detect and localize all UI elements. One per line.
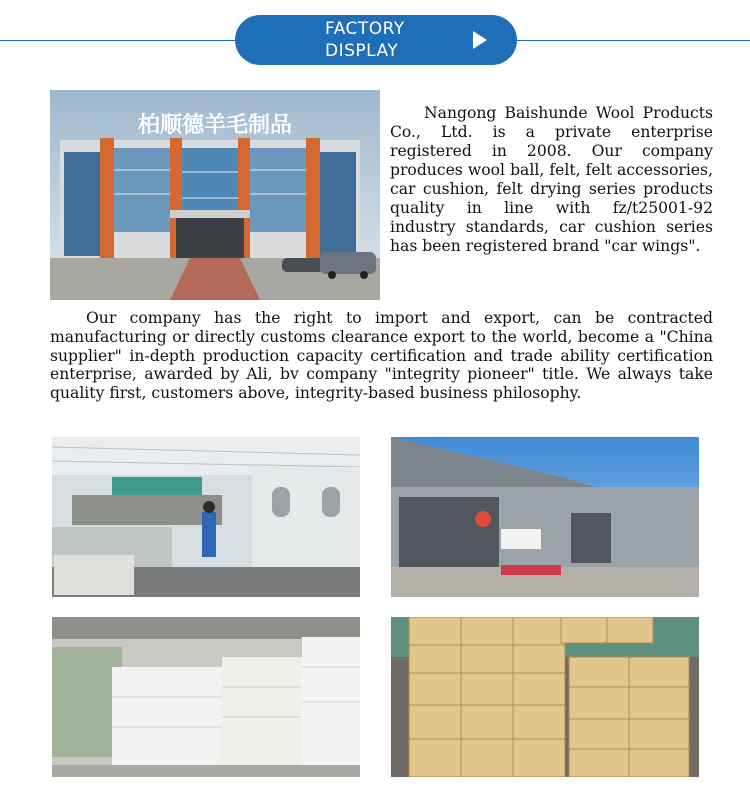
company-intro-text: Nangong Baishunde Wool Products Co., Ltd. is a private enterprise registered in 2008. Our company produces wool ball, felt, felt accessories, car cushion, felt drying series products quality in line with fz/t25001-92 industry standards, car cushion series has been registered brand "car wings". [390, 104, 713, 255]
banner-title [325, 18, 405, 62]
play-arrow-icon [473, 31, 487, 49]
banner-title-line1: FACTORY [325, 19, 405, 39]
company-intro-paragraph [390, 104, 713, 256]
company-body-paragraph [50, 309, 713, 403]
cartons-stack-photo [391, 617, 699, 777]
factory-display-banner [235, 15, 517, 65]
building-sign-text: 柏顺德羊毛制品 [137, 113, 293, 138]
banner-title-line2: DISPLAY [325, 41, 399, 61]
header-rule-right [512, 40, 750, 41]
wool-bales-warehouse-photo [52, 617, 360, 777]
header-rule-left [0, 40, 240, 41]
office-building-photo [50, 90, 380, 300]
company-body-text: Our company has the right to import and export, can be contracted manufacturing or directly customs clearance export to the world, become a "China supplier" in-depth production capacity certification and trade ability certification enterprise, awarded by Ali, bv company "integrity pioneer" title. We always take quality first, customers above, integrity-based business philosophy. [50, 309, 713, 403]
factory-machinery-photo [52, 437, 360, 597]
warehouse-exterior-photo [391, 437, 699, 597]
